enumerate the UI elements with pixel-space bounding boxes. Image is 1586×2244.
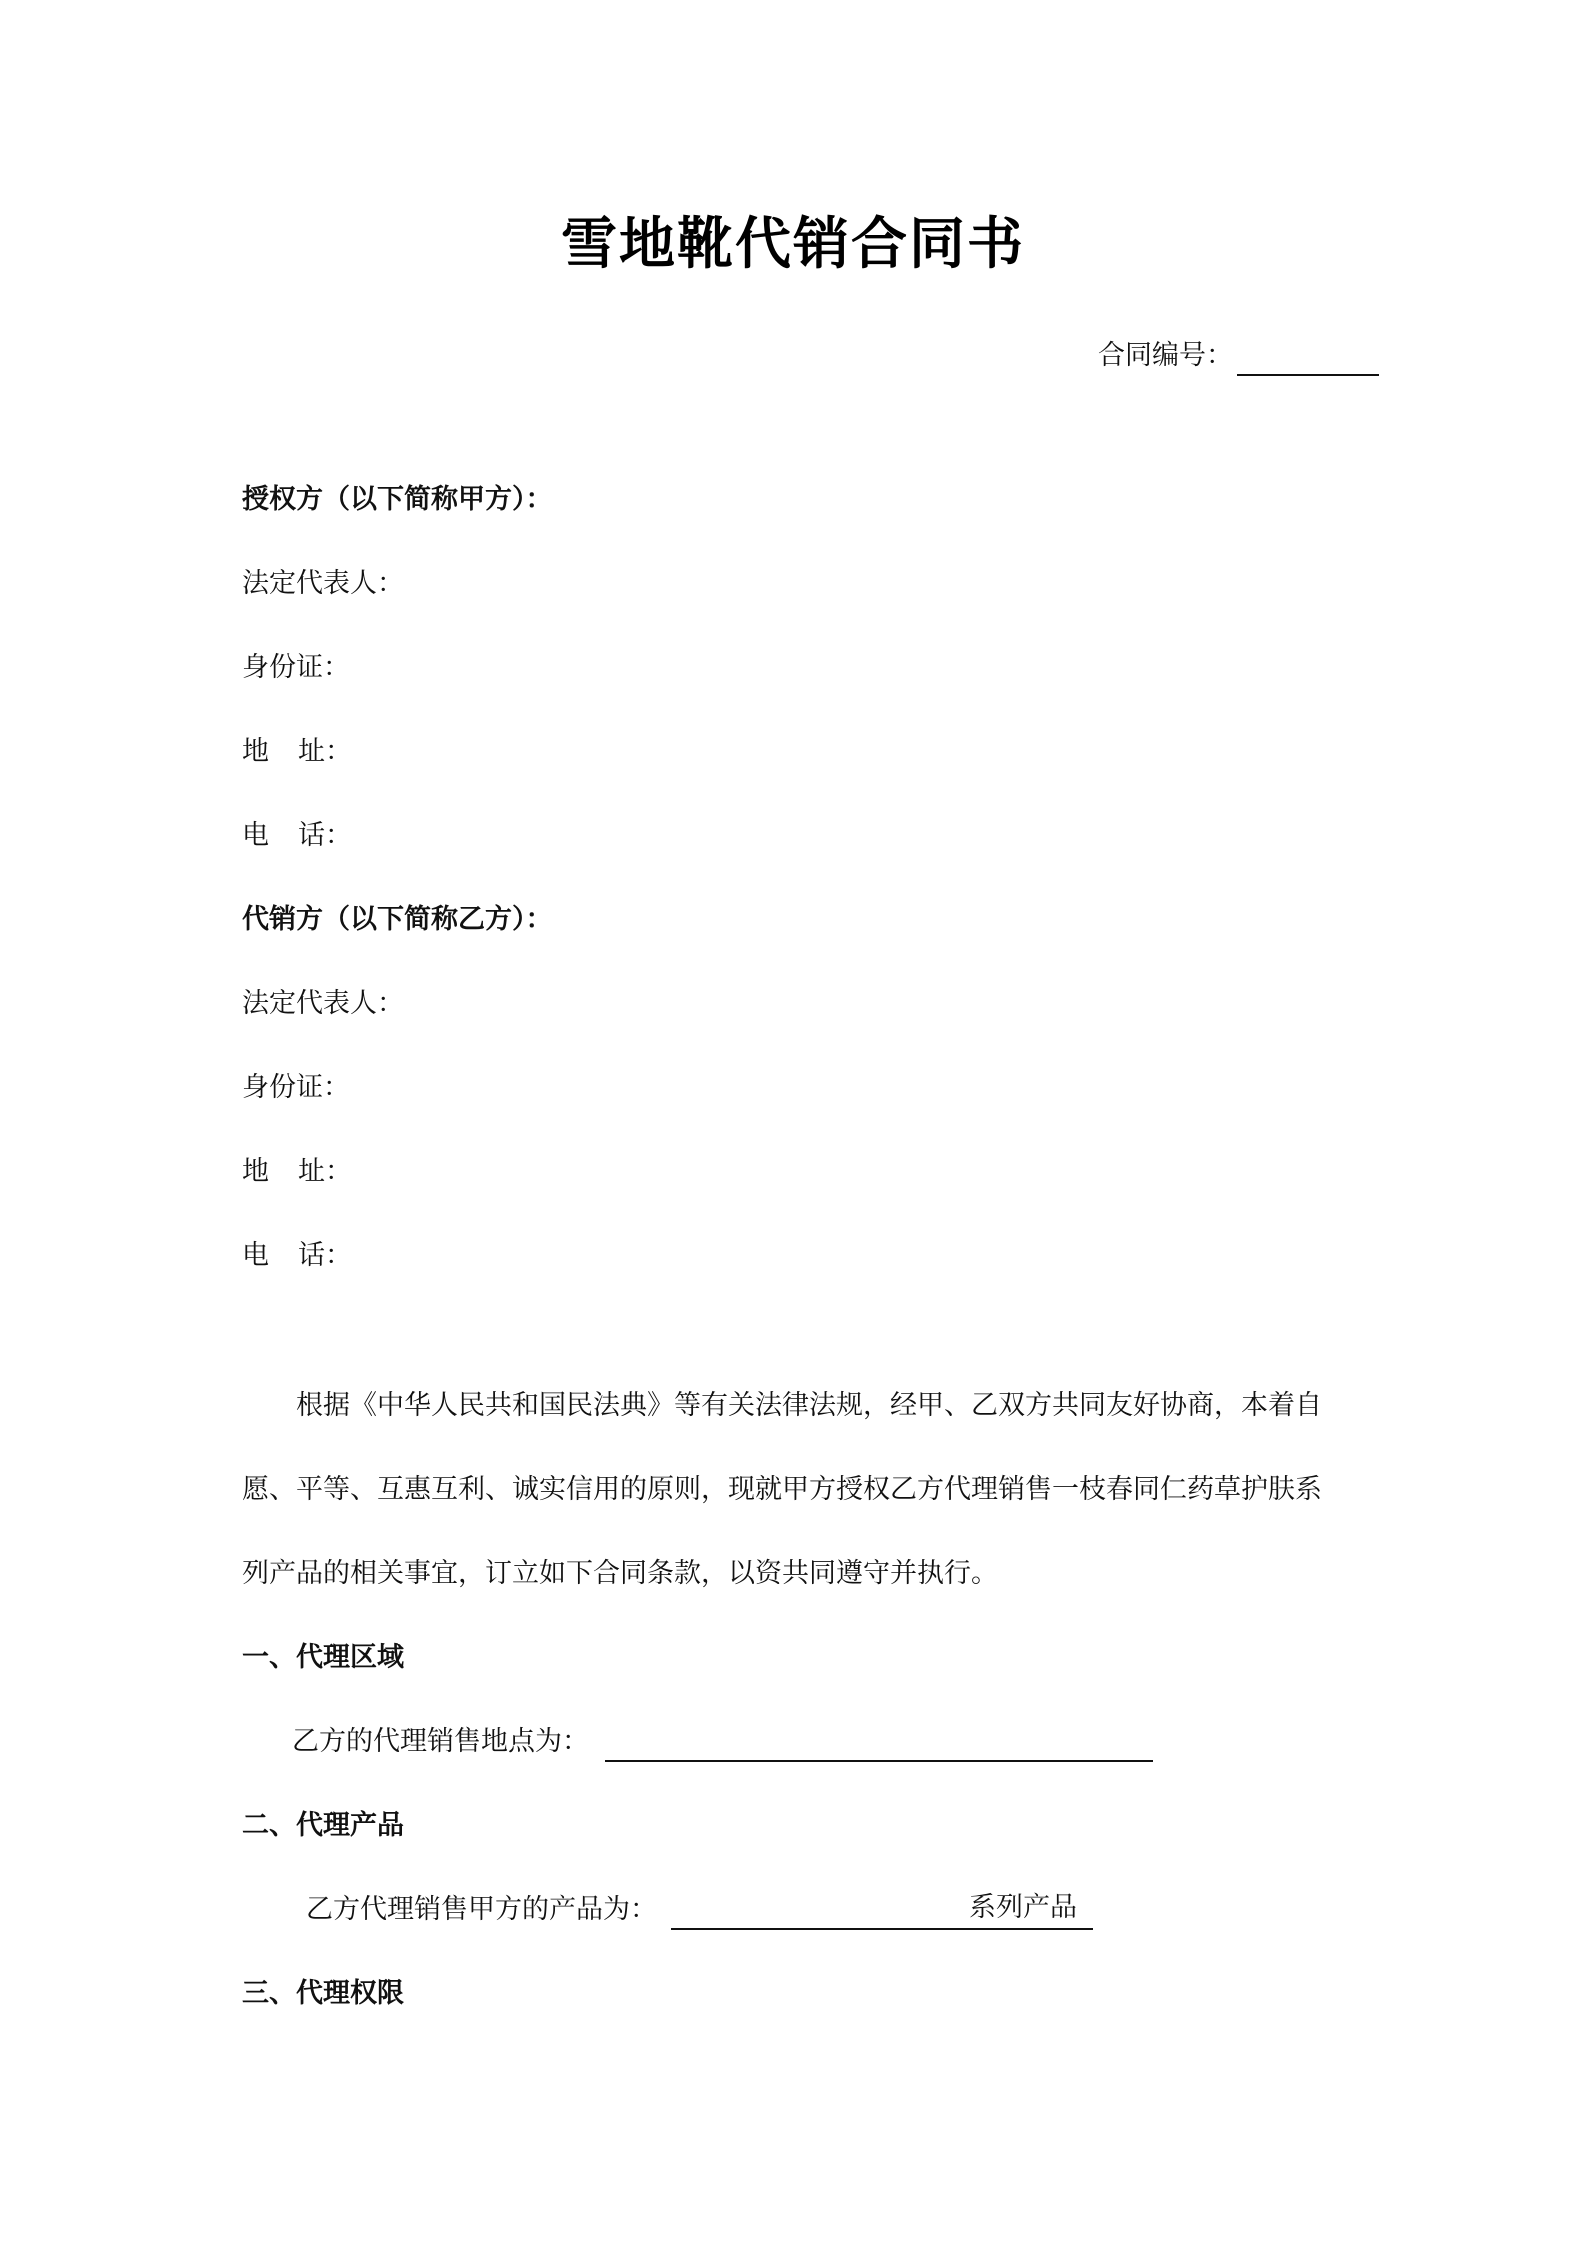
- preamble-line-3: 列产品的相关事宜，订立如下合同条款，以资共同遵守并执行。: [242, 1558, 998, 1589]
- party-b-phone-char2: 话：: [298, 1240, 352, 1271]
- section-3-heading: 三、代理权限: [242, 1978, 404, 2009]
- party-b-legal-rep-label: 法定代表人：: [242, 988, 404, 1019]
- preamble-line-2: 愿、平等、互惠互利、诚实信用的原则，现就甲方授权乙方代理销售一枝春同仁药草护肤系: [242, 1474, 1322, 1505]
- party-a-address-char1: 地: [242, 736, 269, 767]
- product-suffix: 系列产品: [969, 1892, 1077, 1923]
- party-a-phone-label: [242, 816, 352, 856]
- sales-location-blank: [605, 1726, 1153, 1762]
- section-2-heading: 二、代理产品: [242, 1810, 404, 1841]
- party-b-address-label: [242, 1152, 352, 1192]
- preamble-line-1: 根据《中华人民共和国民法典》等有关法律法规，经甲、乙双方共同友好协商，本着自: [296, 1390, 1322, 1421]
- party-a-phone-char2: 话：: [298, 820, 352, 851]
- section-1-heading: 一、代理区域: [242, 1642, 404, 1673]
- party-b-address-char1: 地: [242, 1156, 269, 1187]
- contract-number-label: 合同编号：: [1098, 340, 1233, 371]
- party-a-heading: 授权方（以下简称甲方）：: [242, 484, 553, 515]
- party-b-heading: 代销方（以下简称乙方）：: [242, 904, 553, 935]
- party-b-id-label: 身份证：: [242, 1072, 350, 1103]
- section-1-text: [292, 1722, 1402, 1762]
- product-blank: [671, 1894, 1093, 1930]
- party-a-address-label: [242, 732, 352, 772]
- section-2-text: [306, 1890, 1416, 1930]
- party-b-phone-label: [242, 1236, 352, 1276]
- party-b-phone-char1: 电: [242, 1240, 269, 1271]
- party-a-phone-char1: 电: [242, 820, 269, 851]
- document-title: 雪地靴代销合同书: [561, 212, 1025, 277]
- contract-number-field: [1098, 336, 1379, 376]
- contract-number-blank: [1237, 344, 1379, 376]
- party-a-id-label: 身份证：: [242, 652, 350, 683]
- sales-location-label: 乙方的代理销售地点为：: [292, 1726, 589, 1757]
- product-label: 乙方代理销售甲方的产品为：: [306, 1894, 657, 1925]
- party-a-address-char2: 址：: [298, 736, 352, 767]
- party-b-address-char2: 址：: [298, 1156, 352, 1187]
- party-a-legal-rep-label: 法定代表人：: [242, 568, 404, 599]
